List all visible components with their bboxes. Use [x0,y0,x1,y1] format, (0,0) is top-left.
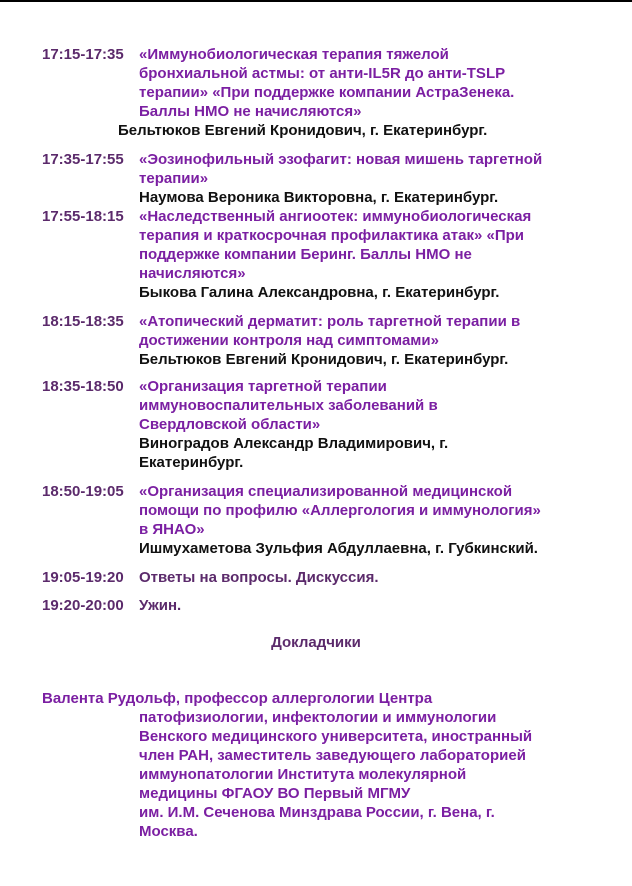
program-entry-7 [42,568,602,587]
session-title: «Наследственный ангиоотек: иммунобиологическая терапия и краткосрочная профилактика атак» «При поддержке компании Беринг. Баллы НМО не начисляются» [139,208,532,282]
session-time: 18:35-18:50 [42,378,124,395]
session-time: 18:50-19:05 [42,483,124,500]
session-time: 17:15-17:35 [42,46,124,63]
program-entry-4 [42,312,602,369]
speakers-heading: Докладчики [271,634,361,651]
program-entry-6 [42,482,602,558]
session-title: «Иммунобиологическая терапия тяжелой бронхиальной астмы: от анти-IL5R до анти-TSLP терапии» «При поддержке компании АстраЗенека. Баллы НМО не начисляются» [139,46,515,120]
session-time: 19:05-19:20 [42,569,124,586]
session-text: Ответы на вопросы. Дискуссия. [139,569,379,586]
session-title: «Эозинофильный эзофагит: новая мишень таргетной терапии» [139,151,543,187]
session-time: 18:15-18:35 [42,313,124,330]
bio-line: член РАН, заместитель заведующего лабораторией [139,747,526,764]
bio-line: медицины ФГАОУ ВО Первый МГМУ [139,785,411,802]
bio-line: патофизиологии, инфектологии и иммунологии [139,709,497,726]
session-time: 17:55-18:15 [42,208,124,225]
session-text: Ужин. [139,597,182,614]
session-title: «Организация таргетной терапии иммуновоспалительных заболеваний в Свердловской области» [139,378,438,433]
session-time: 19:20-20:00 [42,597,124,614]
speaker-name: Наумова Вероника Викторовна, г. Екатеринбург. [139,189,499,206]
bio-line: Венского медицинского университета, иностранный [139,728,533,745]
session-title: «Организация специализированной медицинской помощи по профилю «Аллергология и иммунология» в ЯНАО» [139,483,541,538]
program-entry-1 [42,45,602,140]
bio-lead: Валента Рудольф, профессор аллергологии Центра [42,690,433,707]
session-time: 17:35-17:55 [42,151,124,168]
top-border [0,0,632,2]
bio-line: им. И.М. Сеченова Минздрава России, г. Вена, г. [139,804,495,821]
program-entry-2 [42,150,602,207]
program-entry-8 [42,596,602,615]
speaker-name: Бельтюков Евгений Кронидович, г. Екатеринбург. [139,351,509,368]
bio-line: иммунопатологии Института молекулярной [139,766,467,783]
speaker-bio [42,689,602,841]
program-entry-3 [42,207,602,302]
speaker-name: Ишмухаметова Зульфия Абдуллаевна, г. Губкинский. [139,540,538,557]
program-entry-5 [42,377,602,472]
bio-line: Москва. [139,823,198,840]
session-title: «Атопический дерматит: роль таргетной терапии в достижении контроля над симптомами» [139,313,521,349]
speaker-name: Быкова Галина Александровна, г. Екатеринбург. [139,284,500,301]
speaker-name: Виноградов Александр Владимирович, г. Екатеринбург. [139,435,449,471]
speaker-name: Бельтюков Евгений Кронидович, г. Екатеринбург. [118,122,488,139]
